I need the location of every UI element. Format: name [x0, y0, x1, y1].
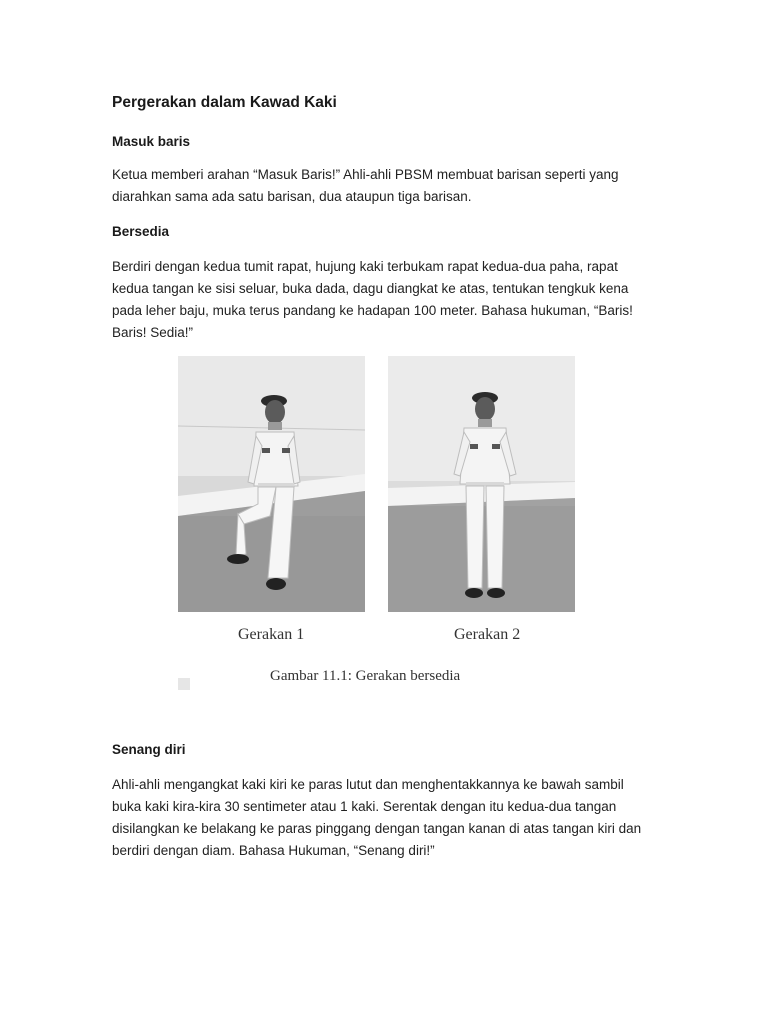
section-body-bersedia: Berdiri dengan kedua tumit rapat, hujung kaki terbukam rapat kedua-dua paha, rapat kedua tangan ke sisi seluar, buka dada, dagu diangkat ke atas, tentukan tengkuk kena pada leher baju, muka terus pandang ke hadapan 100 meter. Bahasa hukuman, “Baris! Baris! Sedia!” — [112, 259, 633, 340]
section-heading-bersedia: Bersedia — [112, 224, 170, 239]
figure-gerakan-bersedia — [178, 356, 578, 696]
section-body-senang-diri: Ahli-ahli mengangkat kaki kiri ke paras lutut dan menghentakkannya ke bawah sambil buka kaki kira-kira 30 sentimeter atau 1 kaki. Serentak dengan itu kedua-dua tangan disilangkan ke belakang ke paras pinggang dengan tangan kanan di atas tangan kiri dan berdiri dengan diam. Bahasa Hukuman, “Senang diri!” — [112, 777, 642, 858]
photo-gerakan-1 — [178, 356, 365, 612]
photo-gerakan-2 — [388, 356, 575, 612]
figure-marker — [178, 678, 190, 690]
photo-caption-gerakan-2: Gerakan 2 — [454, 626, 521, 643]
section-heading-masuk-baris: Masuk baris — [112, 134, 191, 149]
figure-caption: Gambar 11.1: Gerakan bersedia — [270, 668, 461, 684]
photo-caption-gerakan-1: Gerakan 1 — [238, 626, 305, 643]
page-title: Pergerakan dalam Kawad Kaki — [112, 94, 337, 111]
section-heading-senang-diri: Senang diri — [112, 742, 186, 757]
section-body-masuk-baris: Ketua memberi arahan “Masuk Baris!” Ahli-ahli PBSM membuat barisan seperti yang diarahkan sama ada satu barisan, dua ataupun tiga barisan. — [112, 167, 619, 204]
